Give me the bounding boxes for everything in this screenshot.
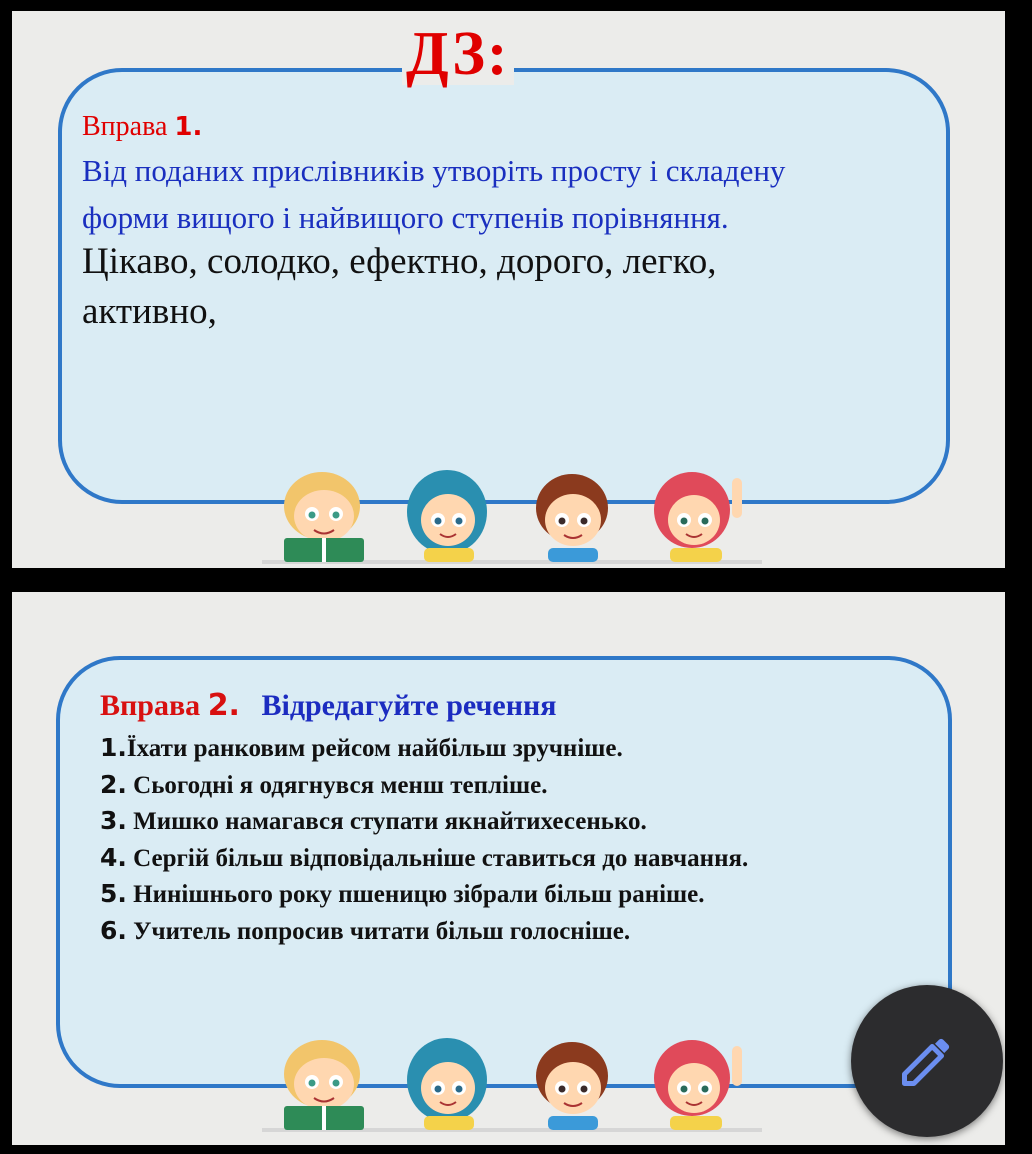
sentence-list <box>100 730 748 949</box>
sentence-number: 4. <box>100 842 127 872</box>
exercise-2-label: Вправа <box>100 689 201 722</box>
homework-title: ДЗ: <box>402 23 514 85</box>
sentence-text: Учитель попросив читати більш голосніше. <box>126 917 631 945</box>
cartoon-children-illustration <box>262 1032 762 1142</box>
adverb-list-line-1: Цікаво, солодко, ефектно, дорого, легко, <box>82 241 717 282</box>
slide-1 <box>12 11 1005 568</box>
exercise-2-task: Відредагуйте речення <box>261 689 557 722</box>
boy-reading-figure <box>284 1040 364 1130</box>
list-item <box>100 913 748 950</box>
list-item <box>100 767 748 804</box>
exercise-1-number: 1. <box>174 112 203 142</box>
exercise-1-heading <box>82 111 202 143</box>
exercise-1-task <box>82 147 902 241</box>
pencil-icon <box>897 1031 957 1091</box>
exercise-1-task-line-2: форми вищого і найвищого ступенів порівняння. <box>82 200 729 235</box>
cartoon-children-illustration <box>262 464 762 568</box>
boy-brown-hair-figure <box>536 1042 608 1130</box>
sentence-text: Сьогодні я одягнувся менш тепліше. <box>126 771 548 799</box>
sentence-number: 3. <box>100 806 127 835</box>
sentence-text: Їхати ранковим рейсом найбільш зручніше. <box>126 735 623 762</box>
boy-reading-figure <box>284 472 364 562</box>
exercise-1-task-line-1: Від поданих прислівників утворіть просту і складену <box>82 153 786 188</box>
list-item <box>100 803 748 840</box>
list-item <box>100 840 748 877</box>
exercise-2-number: 2. <box>207 688 240 723</box>
sentence-number: 5. <box>100 879 127 908</box>
sentence-number: 2. <box>100 769 127 799</box>
exercise-2-heading <box>100 688 557 724</box>
sentence-number: 6. <box>100 915 127 945</box>
list-item <box>100 730 748 767</box>
girl-blue-hair-figure <box>407 1038 487 1130</box>
adverb-list <box>82 237 922 337</box>
sentence-text: Сергій більш відповідальніше ставиться до навчання. <box>126 844 749 872</box>
edit-fab-button[interactable] <box>851 985 1003 1137</box>
sentence-text: Мишко намагався ступати якнайтихесенько. <box>126 808 647 835</box>
boy-brown-hair-figure <box>536 474 608 562</box>
sentence-number: 1. <box>100 733 127 762</box>
girl-red-hair-figure <box>654 1040 742 1130</box>
adverb-list-line-2: активно, <box>82 291 217 332</box>
girl-blue-hair-figure <box>407 470 487 562</box>
sentence-text: Нинішнього року пшеницю зібрали більш раніше. <box>126 881 705 908</box>
girl-red-hair-figure <box>654 472 742 562</box>
exercise-1-label: Вправа <box>82 111 168 142</box>
list-item <box>100 876 748 913</box>
